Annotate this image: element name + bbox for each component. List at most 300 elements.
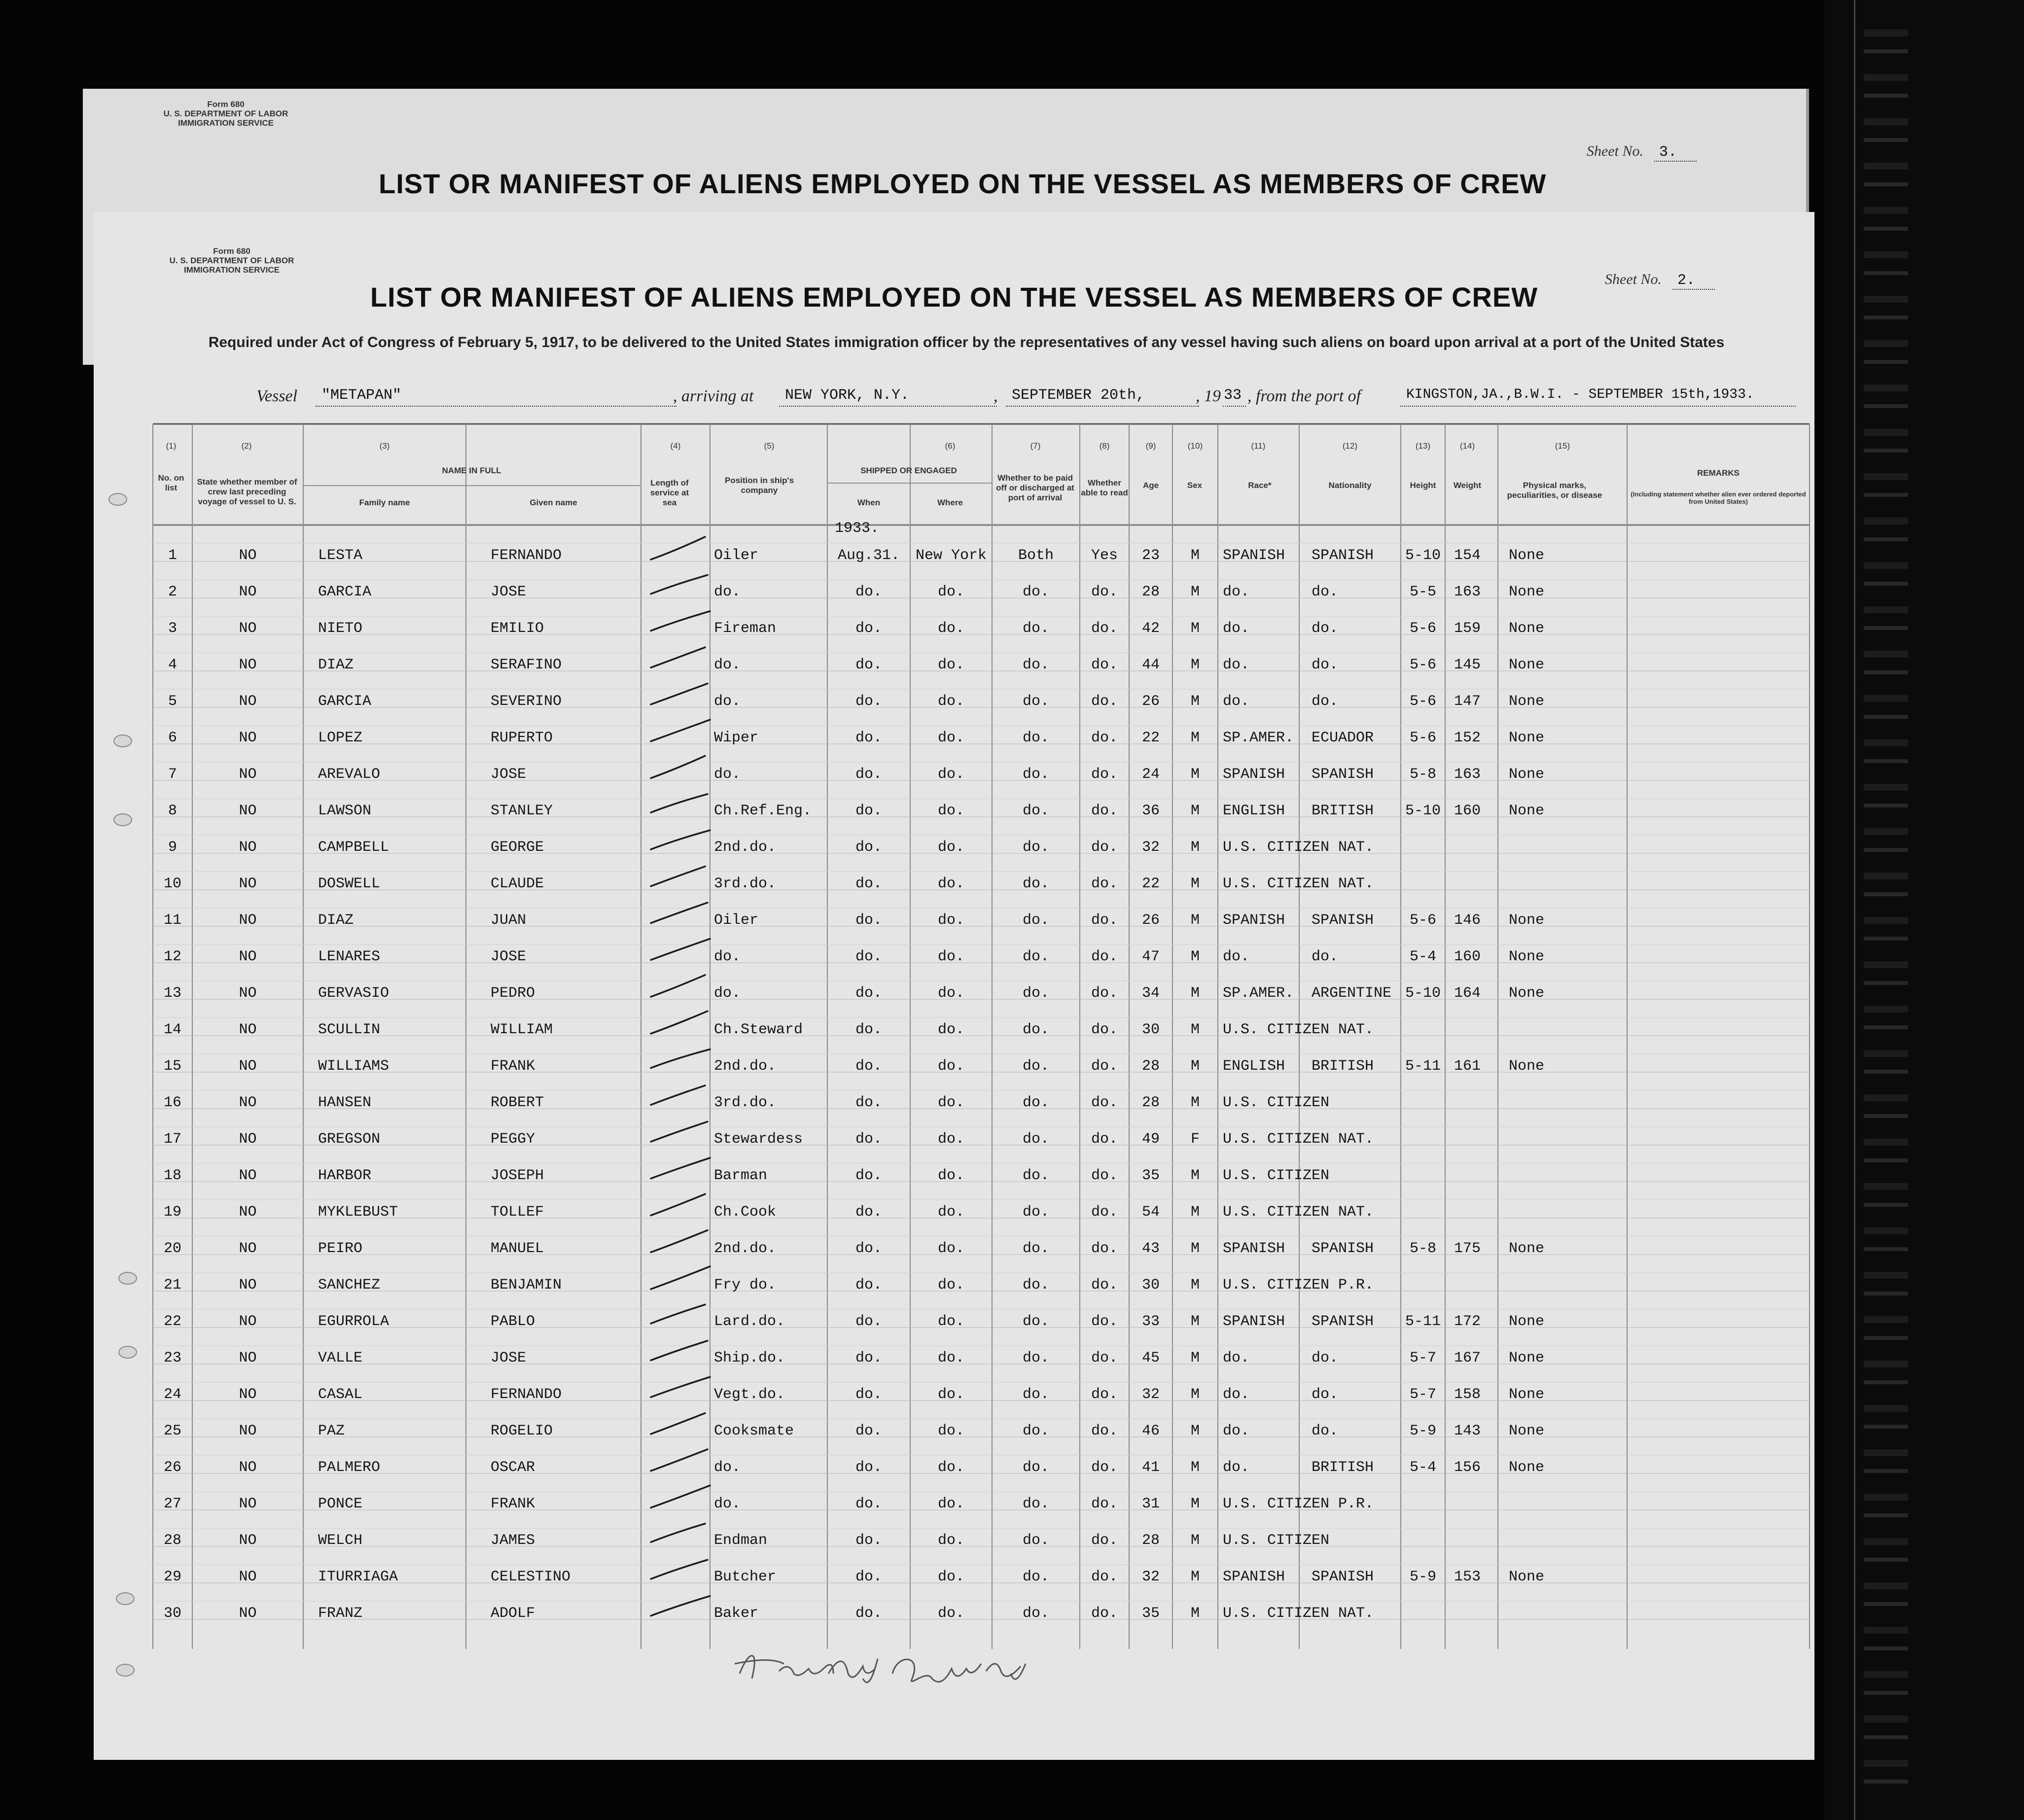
- nationality: do.: [1312, 584, 1339, 600]
- header-when: When: [857, 498, 881, 507]
- position: 2nd.do.: [714, 839, 777, 856]
- race: U.S. CITIZEN NAT.: [1223, 1605, 1374, 1622]
- row-number: 2: [168, 584, 177, 600]
- nationality: ARGENTINE: [1312, 985, 1392, 1002]
- service-tick-mark: [646, 1370, 715, 1404]
- shipped-when: do.: [855, 839, 882, 856]
- race: do.: [1223, 693, 1250, 710]
- shipped-when: do.: [855, 1605, 882, 1622]
- race: do.: [1223, 657, 1250, 673]
- race: U.S. CITIZEN: [1223, 1532, 1330, 1549]
- age: 32: [1141, 839, 1160, 856]
- weight: 147: [1454, 693, 1481, 710]
- shipped-where: do.: [937, 1496, 964, 1512]
- paid-off: do.: [1022, 875, 1049, 892]
- shipped-where: do.: [937, 1532, 964, 1549]
- given-name: FERNANDO: [491, 1386, 562, 1403]
- able-read: do.: [1091, 1167, 1118, 1184]
- nationality: do.: [1312, 1386, 1339, 1403]
- sheet-number: [1605, 271, 1715, 289]
- family-name: PALMERO: [318, 1459, 381, 1476]
- family-name: LESTA: [318, 547, 363, 564]
- given-name: MANUEL: [491, 1240, 544, 1257]
- shipped-when: do.: [855, 1021, 882, 1038]
- member-state: NO: [239, 839, 257, 856]
- weight: 163: [1454, 766, 1481, 783]
- family-name: LOPEZ: [318, 730, 363, 746]
- given-name: EMILIO: [491, 620, 544, 637]
- age: 28: [1141, 1532, 1160, 1549]
- member-state: NO: [239, 1204, 257, 1221]
- shipped-when: do.: [855, 985, 882, 1002]
- race: U.S. CITIZEN NAT.: [1223, 875, 1374, 892]
- row-number: 29: [163, 1569, 181, 1585]
- shipped-when: do.: [855, 584, 882, 600]
- row-number: 14: [163, 1021, 181, 1038]
- nationality: do.: [1312, 948, 1339, 965]
- table-row: [94, 1082, 1814, 1119]
- table-row: [94, 1556, 1814, 1593]
- shipped-where: do.: [937, 912, 964, 929]
- table-row: [94, 1374, 1814, 1410]
- able-read: do.: [1091, 1058, 1118, 1075]
- given-name: ADOLF: [491, 1605, 535, 1622]
- position: do.: [714, 584, 741, 600]
- sex: M: [1190, 584, 1200, 600]
- shipped-where: do.: [937, 875, 964, 892]
- shipped-where: do.: [937, 948, 964, 965]
- header-position: Position in ship's company: [724, 476, 794, 495]
- position: Baker: [714, 1605, 759, 1622]
- paid-off: do.: [1022, 985, 1049, 1002]
- age: 28: [1141, 1058, 1160, 1075]
- member-state: NO: [239, 985, 257, 1002]
- service: IMMIGRATION SERVICE: [178, 118, 274, 128]
- given-name: JAMES: [491, 1532, 535, 1549]
- column-number: (7): [1030, 441, 1041, 451]
- physical-marks: None: [1509, 547, 1545, 564]
- member-state: NO: [239, 1131, 257, 1148]
- sex: M: [1190, 1277, 1200, 1294]
- given-name: ROBERT: [491, 1094, 544, 1111]
- given-name: SERAFINO: [491, 657, 562, 673]
- age: 54: [1141, 1204, 1160, 1221]
- height: 5-4: [1409, 1459, 1436, 1476]
- member-state: NO: [239, 1496, 257, 1512]
- position: 2nd.do.: [714, 1058, 777, 1075]
- position: Ch.Cook: [714, 1204, 777, 1221]
- header-physical: Physical marks, peculiarities, or disease: [1507, 481, 1602, 500]
- able-read: do.: [1091, 1240, 1118, 1257]
- position: Barman: [714, 1167, 768, 1184]
- member-state: NO: [239, 547, 257, 564]
- table-row: [94, 1593, 1814, 1629]
- physical-marks: None: [1509, 948, 1545, 965]
- family-name: VALLE: [318, 1350, 363, 1366]
- service-tick-mark: [646, 713, 715, 748]
- race: U.S. CITIZEN P.R.: [1223, 1496, 1374, 1512]
- race: U.S. CITIZEN NAT.: [1223, 1021, 1374, 1038]
- vessel-name: "METAPAN": [316, 387, 676, 407]
- service-tick-mark: [646, 1589, 715, 1623]
- height: 5-8: [1409, 766, 1436, 783]
- arriving-port: NEW YORK, N.Y.: [779, 387, 997, 407]
- row-number: 18: [163, 1167, 181, 1184]
- paid-off: do.: [1022, 1423, 1049, 1439]
- service-tick-mark: [646, 1552, 715, 1587]
- race: U.S. CITIZEN: [1223, 1167, 1330, 1184]
- nationality: BRITISH: [1312, 803, 1374, 819]
- position: do.: [714, 1496, 741, 1512]
- weight: 164: [1454, 985, 1481, 1002]
- paid-off: do.: [1022, 1277, 1049, 1294]
- weight: 175: [1454, 1240, 1481, 1257]
- shipped-where: do.: [937, 1569, 964, 1585]
- header-height: Height: [1410, 481, 1436, 490]
- row-number: 8: [168, 803, 177, 819]
- physical-marks: None: [1509, 766, 1545, 783]
- physical-marks: None: [1509, 803, 1545, 819]
- position: Endman: [714, 1532, 768, 1549]
- able-read: do.: [1091, 584, 1118, 600]
- header-paid-off: Whether to be paid off or discharged at port of arrival: [996, 473, 1074, 502]
- shipped-where: do.: [937, 1313, 964, 1330]
- weight: 167: [1454, 1350, 1481, 1366]
- height: 5-10: [1405, 985, 1441, 1002]
- age: 26: [1141, 693, 1160, 710]
- member-state: NO: [239, 1459, 257, 1476]
- member-state: NO: [239, 1167, 257, 1184]
- able-read: do.: [1091, 1605, 1118, 1622]
- column-number: (8): [1099, 441, 1110, 451]
- race: ENGLISH: [1223, 803, 1285, 819]
- row-number: 20: [163, 1240, 181, 1257]
- paid-off: do.: [1022, 1240, 1049, 1257]
- table-row: [94, 681, 1814, 717]
- shipped-when: do.: [855, 693, 882, 710]
- weight: 154: [1454, 547, 1481, 564]
- header-able-read: Whether able to read: [1081, 478, 1128, 497]
- physical-marks: None: [1509, 584, 1545, 600]
- nationality: do.: [1312, 1423, 1339, 1439]
- shipped-when: do.: [855, 730, 882, 746]
- shipped-when: do.: [855, 1167, 882, 1184]
- table-row: [94, 1009, 1814, 1046]
- able-read: do.: [1091, 1131, 1118, 1148]
- paid-off: do.: [1022, 1094, 1049, 1111]
- sex: M: [1190, 1459, 1200, 1476]
- sex: M: [1190, 620, 1200, 637]
- member-state: NO: [239, 1350, 257, 1366]
- year-note: 1933.: [835, 520, 880, 537]
- member-state: NO: [239, 584, 257, 600]
- position: Stewardess: [714, 1131, 803, 1148]
- header-remarks: REMARKS: [1697, 468, 1740, 478]
- sex: M: [1190, 1167, 1200, 1184]
- punch-hole: [116, 1664, 135, 1677]
- header-nationality: Nationality: [1328, 481, 1372, 490]
- back-sheet-number: [1587, 143, 1697, 161]
- nationality: BRITISH: [1312, 1459, 1374, 1476]
- sex: M: [1190, 1240, 1200, 1257]
- age: 22: [1141, 730, 1160, 746]
- family-name: AREVALO: [318, 766, 381, 783]
- paid-off: do.: [1022, 1131, 1049, 1148]
- service-tick-mark: [646, 604, 715, 638]
- member-state: NO: [239, 948, 257, 965]
- service-tick-mark: [646, 677, 715, 711]
- table-row: [94, 717, 1814, 754]
- race: U.S. CITIZEN: [1223, 1094, 1330, 1111]
- table-row: [94, 1264, 1814, 1301]
- age: 33: [1141, 1313, 1160, 1330]
- sex: M: [1190, 1058, 1200, 1075]
- header-sex: Sex: [1187, 481, 1203, 490]
- height: 5-10: [1405, 803, 1441, 819]
- member-state: NO: [239, 730, 257, 746]
- member-state: NO: [239, 766, 257, 783]
- family-name: DIAZ: [318, 657, 354, 673]
- table-row: [94, 936, 1814, 973]
- table-row: [94, 1155, 1814, 1191]
- table-row: [94, 535, 1814, 571]
- column-number: (11): [1251, 441, 1266, 451]
- able-read: do.: [1091, 1423, 1118, 1439]
- able-read: do.: [1091, 1277, 1118, 1294]
- physical-marks: None: [1509, 730, 1545, 746]
- header-remarks-sub: (Including statement whether alien ever ordered deported from United States): [1631, 490, 1806, 505]
- from-port: KINGSTON,JA.,B.W.I. - SEPTEMBER 15th,1933.: [1400, 387, 1796, 407]
- given-name: JOSE: [491, 1350, 527, 1366]
- race: U.S. CITIZEN NAT.: [1223, 1131, 1374, 1148]
- row-number: 10: [163, 875, 181, 892]
- member-state: NO: [239, 1094, 257, 1111]
- weight: 143: [1454, 1423, 1481, 1439]
- shipped-when: do.: [855, 620, 882, 637]
- shipped-when: do.: [855, 1204, 882, 1221]
- weight: 161: [1454, 1058, 1481, 1075]
- shipped-when: do.: [855, 1313, 882, 1330]
- nationality: do.: [1312, 693, 1339, 710]
- shipped-where: do.: [937, 1350, 964, 1366]
- race: do.: [1223, 584, 1250, 600]
- weight: 153: [1454, 1569, 1481, 1585]
- able-read: do.: [1091, 1204, 1118, 1221]
- position: 3rd.do.: [714, 875, 777, 892]
- age: 34: [1141, 985, 1160, 1002]
- physical-marks: None: [1509, 1386, 1545, 1403]
- able-read: do.: [1091, 1459, 1118, 1476]
- race: SPANISH: [1223, 547, 1285, 564]
- punch-hole: [108, 493, 127, 506]
- age: 41: [1141, 1459, 1160, 1476]
- table-row: [94, 827, 1814, 863]
- column-number: (13): [1415, 441, 1431, 451]
- weight: 158: [1454, 1386, 1481, 1403]
- nationality: do.: [1312, 657, 1339, 673]
- header-race: Race*: [1248, 481, 1272, 490]
- position: do.: [714, 948, 741, 965]
- race: do.: [1223, 1423, 1250, 1439]
- physical-marks: None: [1509, 657, 1545, 673]
- given-name: STANLEY: [491, 803, 553, 819]
- shipped-where: do.: [937, 1240, 964, 1257]
- given-name: JOSE: [491, 766, 527, 783]
- shipped-where: do.: [937, 584, 964, 600]
- shipped-when: do.: [855, 875, 882, 892]
- able-read: Yes: [1091, 547, 1118, 564]
- able-read: do.: [1091, 912, 1118, 929]
- paid-off: do.: [1022, 803, 1049, 819]
- nationality: SPANISH: [1312, 766, 1374, 783]
- service-tick-mark: [646, 1297, 715, 1331]
- family-name: GERVASIO: [318, 985, 390, 1002]
- paid-off: do.: [1022, 1532, 1049, 1549]
- sex: M: [1190, 1204, 1200, 1221]
- shipped-where: do.: [937, 803, 964, 819]
- service-tick-mark: [646, 969, 715, 1003]
- nationality: SPANISH: [1312, 1569, 1374, 1585]
- table-row: [94, 1447, 1814, 1483]
- shipped-when: do.: [855, 1131, 882, 1148]
- given-name: FRANK: [491, 1496, 535, 1512]
- family-name: MYKLEBUST: [318, 1204, 398, 1221]
- service-tick-mark: [646, 1005, 715, 1040]
- vessel-label: Vessel: [256, 387, 298, 405]
- row-number: 30: [163, 1605, 181, 1622]
- form-id-back: [142, 100, 310, 128]
- service-tick-mark: [646, 786, 715, 821]
- sex: M: [1190, 875, 1200, 892]
- sex: M: [1190, 839, 1200, 856]
- able-read: do.: [1091, 1094, 1118, 1111]
- family-name: PONCE: [318, 1496, 363, 1512]
- age: 43: [1141, 1240, 1160, 1257]
- sheet-label: Sheet No.: [1605, 271, 1662, 287]
- sex: M: [1190, 1350, 1200, 1366]
- shipped-when: do.: [855, 912, 882, 929]
- row-number: 22: [163, 1313, 181, 1330]
- paid-off: do.: [1022, 839, 1049, 856]
- table-row: [94, 754, 1814, 790]
- physical-marks: None: [1509, 1240, 1545, 1257]
- age: 36: [1141, 803, 1160, 819]
- physical-marks: None: [1509, 1313, 1545, 1330]
- table-row: [94, 644, 1814, 681]
- able-read: do.: [1091, 693, 1118, 710]
- height: 5-7: [1409, 1386, 1436, 1403]
- age: 44: [1141, 657, 1160, 673]
- required-statement: Required under Act of Congress of February 5, 1917, to be delivered to the United States immigration officer by the representatives of any vessel having such aliens on board upon arrival at a port of the United States: [208, 334, 1725, 350]
- sex: M: [1190, 730, 1200, 746]
- position: Vegt.do.: [714, 1386, 785, 1403]
- family-name: LAWSON: [318, 803, 372, 819]
- family-name: GREGSON: [318, 1131, 381, 1148]
- height: 5-6: [1409, 657, 1436, 673]
- row-number: 1: [168, 547, 177, 564]
- member-state: NO: [239, 1569, 257, 1585]
- shipped-where: do.: [937, 985, 964, 1002]
- sex: M: [1190, 1021, 1200, 1038]
- table-row: [94, 608, 1814, 644]
- paid-off: do.: [1022, 1058, 1049, 1075]
- shipped-where: do.: [937, 1167, 964, 1184]
- family-name: EGURROLA: [318, 1313, 390, 1330]
- nationality: SPANISH: [1312, 547, 1374, 564]
- given-name: RUPERTO: [491, 730, 553, 746]
- shipped-when: Aug.31.: [837, 547, 900, 564]
- age: 28: [1141, 1094, 1160, 1111]
- shipped-where: do.: [937, 1021, 964, 1038]
- sex: M: [1190, 1496, 1200, 1512]
- paid-off: do.: [1022, 1496, 1049, 1512]
- column-number: (1): [166, 441, 177, 451]
- shipped-when: do.: [855, 1277, 882, 1294]
- shipped-where: do.: [937, 693, 964, 710]
- row-number: 17: [163, 1131, 181, 1148]
- shipped-when: do.: [855, 1423, 882, 1439]
- age: 35: [1141, 1167, 1160, 1184]
- family-name: GARCIA: [318, 693, 372, 710]
- service-tick-mark: [646, 823, 715, 857]
- paid-off: do.: [1022, 1313, 1049, 1330]
- family-name: LENARES: [318, 948, 381, 965]
- shipped-where: do.: [937, 1094, 964, 1111]
- sex: M: [1190, 693, 1200, 710]
- sex: M: [1190, 657, 1200, 673]
- column-number: (2): [241, 441, 252, 451]
- row-number: 13: [163, 985, 181, 1002]
- race: U.S. CITIZEN NAT.: [1223, 1204, 1374, 1221]
- position: Fry do.: [714, 1277, 777, 1294]
- nationality: SPANISH: [1312, 1240, 1374, 1257]
- age: 42: [1141, 620, 1160, 637]
- family-name: WELCH: [318, 1532, 363, 1549]
- manifest-sheet: [94, 212, 1814, 1760]
- service-tick-mark: [646, 1042, 715, 1076]
- shipped-when: do.: [855, 1459, 882, 1476]
- shipped-when: do.: [855, 1094, 882, 1111]
- paid-off: do.: [1022, 766, 1049, 783]
- shipped-where: do.: [937, 1386, 964, 1403]
- back-sheet-title: LIST OR MANIFEST OF ALIENS EMPLOYED ON THE VESSEL AS MEMBERS OF CREW: [379, 168, 1547, 199]
- weight: 172: [1454, 1313, 1481, 1330]
- position: do.: [714, 1459, 741, 1476]
- physical-marks: None: [1509, 1459, 1545, 1476]
- physical-marks: None: [1509, 693, 1545, 710]
- paid-off: do.: [1022, 1350, 1049, 1366]
- family-name: DIAZ: [318, 912, 354, 929]
- column-number: (3): [379, 441, 390, 451]
- service-tick-mark: [646, 1406, 715, 1441]
- member-state: NO: [239, 875, 257, 892]
- punch-hole: [118, 1346, 137, 1359]
- table-row: [94, 1483, 1814, 1520]
- table-row: [94, 571, 1814, 608]
- weight: 160: [1454, 803, 1481, 819]
- shipped-where: do.: [937, 1423, 964, 1439]
- service-tick-mark: [646, 1443, 715, 1477]
- service-tick-mark: [646, 1115, 715, 1149]
- table-row: [94, 973, 1814, 1009]
- family-name: CASAL: [318, 1386, 363, 1403]
- able-read: do.: [1091, 1350, 1118, 1366]
- position: Cooksmate: [714, 1423, 794, 1439]
- sex: M: [1190, 1532, 1200, 1549]
- given-name: WILLIAM: [491, 1021, 553, 1038]
- position: Wiper: [714, 730, 759, 746]
- table-row: [94, 1119, 1814, 1155]
